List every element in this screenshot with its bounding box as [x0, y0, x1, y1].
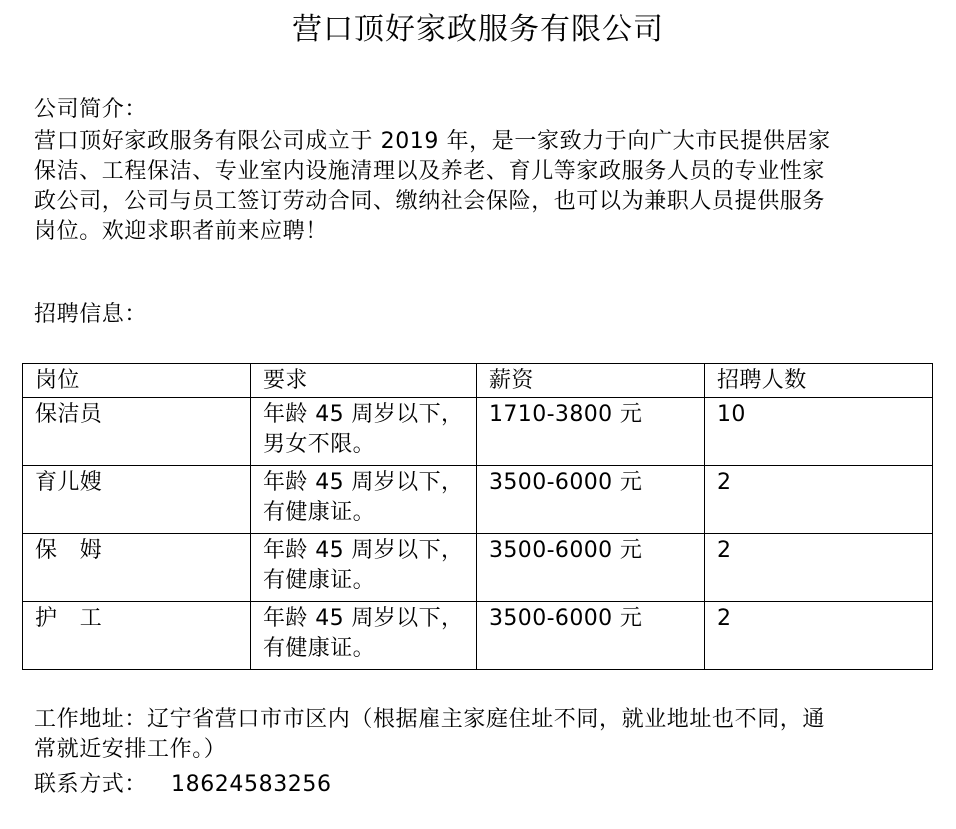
contact-label: 联系方式： [34, 772, 148, 797]
table-row [23, 602, 933, 670]
address-line: 工作地址：辽宁省营口市市区内（根据雇主家庭住址不同，就业地址也不同，通 [34, 707, 826, 732]
cell-count: 2 [705, 534, 933, 602]
requirement-line: 年龄 45 周岁以下， [263, 606, 464, 631]
recruitment-table [22, 363, 933, 670]
cell-salary: 3500-6000 元 [477, 602, 705, 670]
cell-salary: 3500-6000 元 [477, 466, 705, 534]
intro-heading: 公司简介： [34, 97, 148, 122]
cell-count: 2 [705, 466, 933, 534]
table-row [23, 534, 933, 602]
table-row [23, 398, 933, 466]
intro-line: 保洁、工程保洁、专业室内设施清理以及养老、育儿等家政服务人员的专业性家 [34, 159, 826, 184]
cell-requirement [251, 398, 477, 466]
requirement-line: 年龄 45 周岁以下， [263, 538, 464, 563]
intro-paragraph [34, 127, 926, 247]
cell-salary: 1710-3800 元 [477, 398, 705, 466]
cell-position: 保 姆 [23, 534, 251, 602]
contact-info [34, 770, 926, 800]
table-header-row [23, 364, 933, 398]
phone-number: 18624583256 [171, 772, 332, 797]
address-line: 常就近安排工作。） [34, 737, 227, 762]
cell-salary: 3500-6000 元 [477, 534, 705, 602]
requirement-line: 有健康证。 [263, 568, 376, 593]
requirement-line: 有健康证。 [263, 636, 376, 661]
cell-count: 10 [705, 398, 933, 466]
cell-position: 保洁员 [23, 398, 251, 466]
cell-requirement [251, 466, 477, 534]
requirement-line: 年龄 45 周岁以下， [263, 470, 464, 495]
cell-count: 2 [705, 602, 933, 670]
intro-line: 政公司，公司与员工签订劳动合同、缴纳社会保险，也可以为兼职人员提供服务 [34, 189, 826, 214]
header-requirement: 要求 [251, 364, 477, 398]
cell-requirement [251, 534, 477, 602]
work-address [34, 705, 926, 765]
requirement-line: 有健康证。 [263, 500, 376, 525]
header-count: 招聘人数 [705, 364, 933, 398]
cell-position: 护 工 [23, 602, 251, 670]
header-position: 岗位 [23, 364, 251, 398]
recruit-heading: 招聘信息： [34, 302, 148, 327]
requirement-line: 年龄 45 周岁以下， [263, 402, 464, 427]
cell-requirement [251, 602, 477, 670]
table-row [23, 466, 933, 534]
requirement-line: 男女不限。 [263, 432, 376, 457]
cell-position: 育儿嫂 [23, 466, 251, 534]
intro-line: 营口顶好家政服务有限公司成立于 2019 年，是一家致力于向广大市民提供居家 [34, 129, 831, 154]
page-title: 营口顶好家政服务有限公司 [292, 12, 664, 47]
header-salary: 薪资 [477, 364, 705, 398]
intro-line: 岗位。欢迎求职者前来应聘！ [34, 219, 328, 244]
